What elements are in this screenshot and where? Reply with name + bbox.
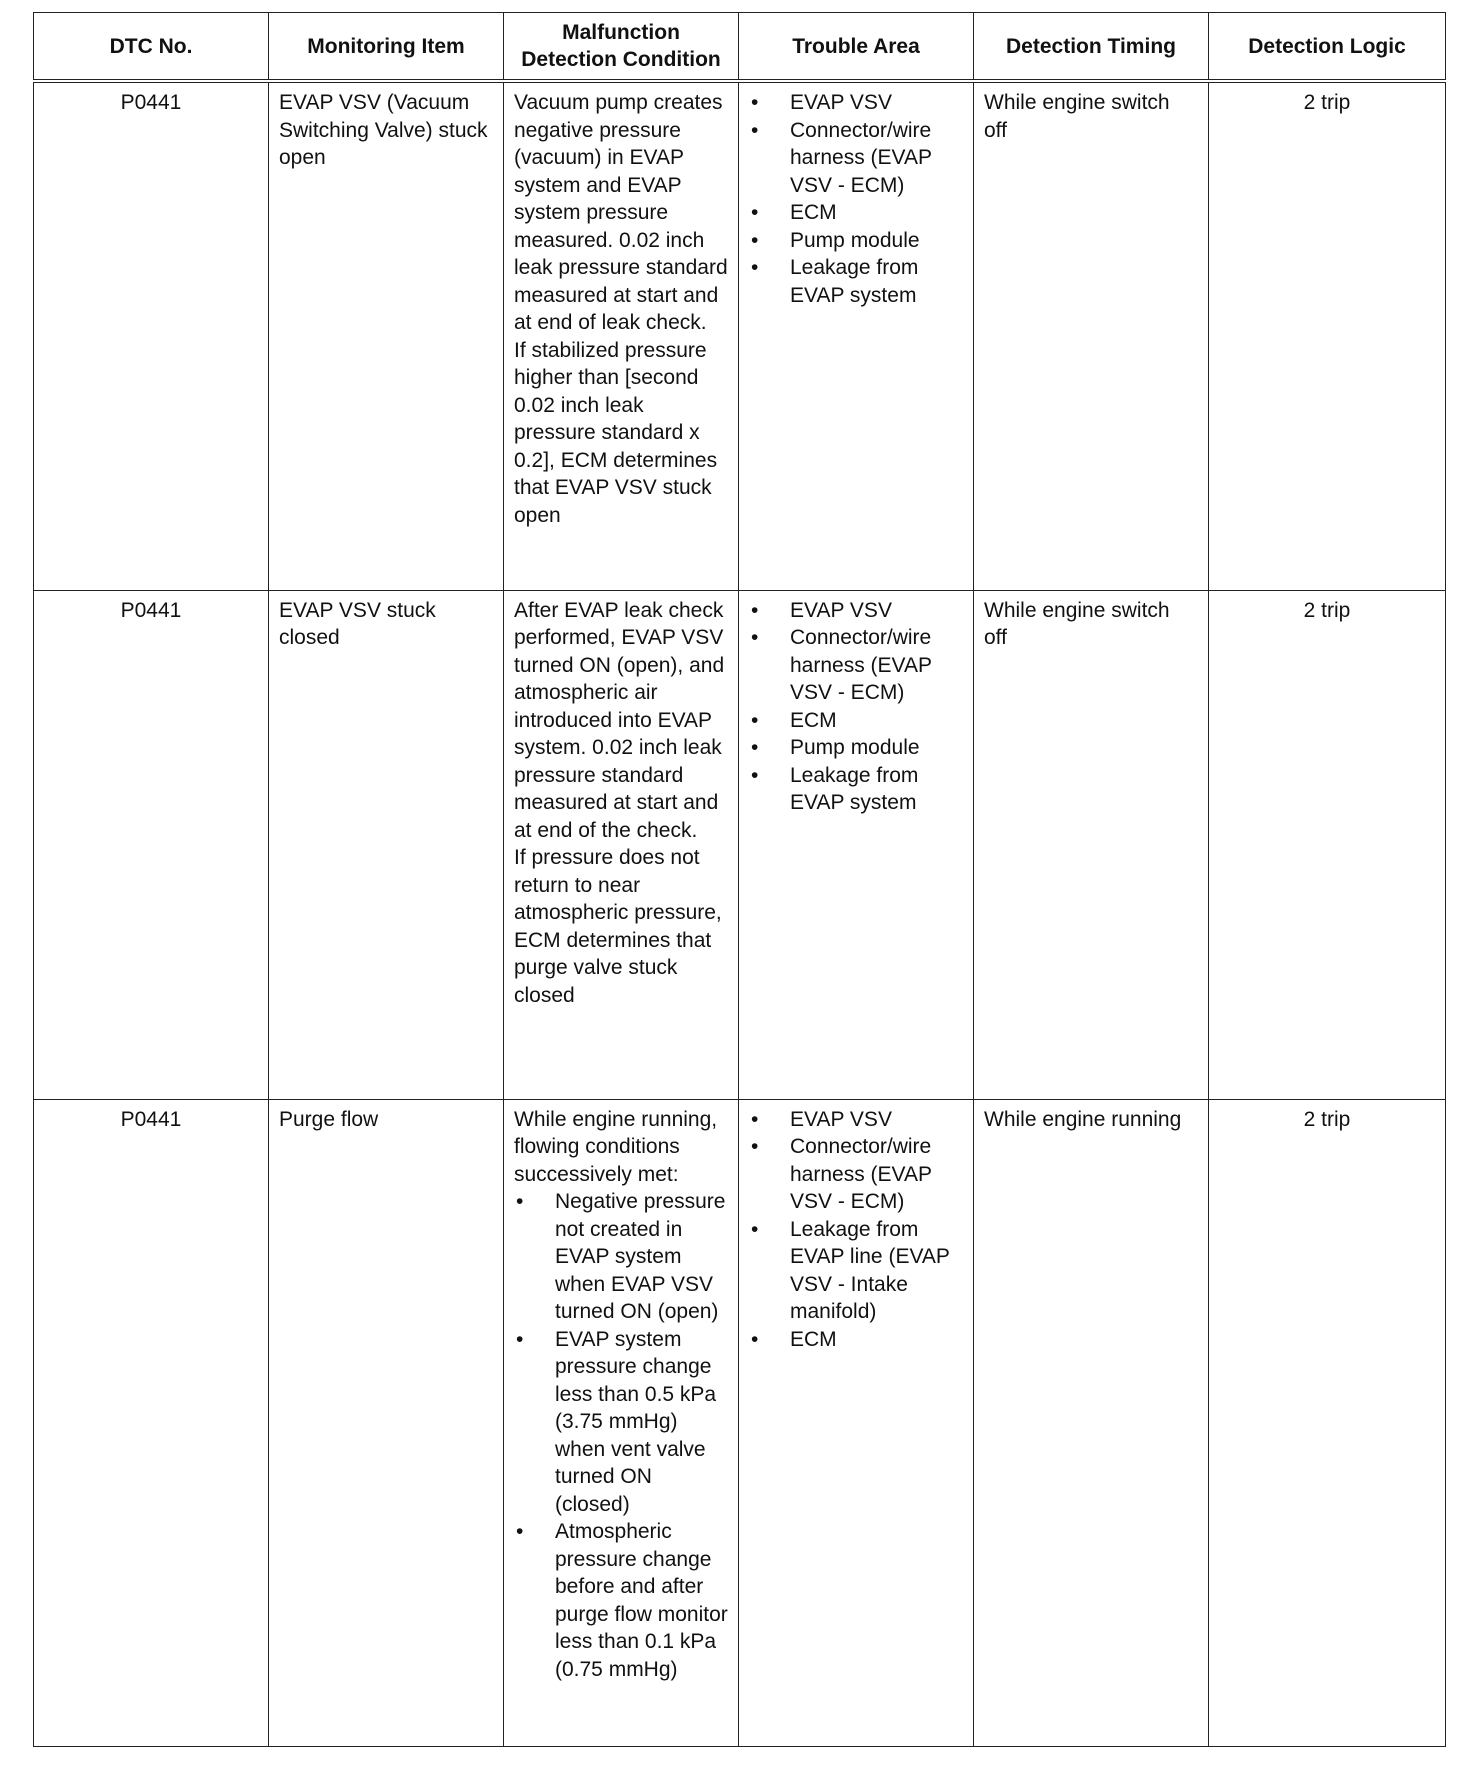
dtc-cell: P0441 (34, 81, 269, 590)
list-item: • ECM (749, 707, 963, 735)
dtc-cell: P0441 (34, 590, 269, 1099)
trouble-area-list (749, 1106, 963, 1354)
table-row (34, 1099, 1446, 1746)
list-item: • Connector/wire harness (EVAP VSV - ECM) (749, 117, 963, 200)
list-item: • Pump module (749, 227, 963, 255)
trouble-area-cell (739, 1099, 974, 1746)
header-monitoring-item: Monitoring Item (269, 13, 504, 82)
detection-logic-cell: 2 trip (1209, 81, 1446, 590)
dtc-cell: P0441 (34, 1099, 269, 1746)
header-detection-logic: Detection Logic (1209, 13, 1446, 82)
list-item: • Leakage from EVAP line (EVAP VSV - Intake manifold) (749, 1216, 963, 1326)
list-item: • EVAP VSV (749, 1106, 963, 1134)
monitoring-item-cell: EVAP VSV stuck closed (269, 590, 504, 1099)
table-row (34, 81, 1446, 590)
condition-cell (504, 81, 739, 590)
trouble-area-list (749, 597, 963, 817)
table-row (34, 590, 1446, 1099)
detection-timing-cell: While engine running (974, 1099, 1209, 1746)
list-item: • Pump module (749, 734, 963, 762)
detection-logic-cell: 2 trip (1209, 1099, 1446, 1746)
header-dtc-no: DTC No. (34, 13, 269, 82)
trouble-area-cell (739, 81, 974, 590)
detection-logic-cell: 2 trip (1209, 590, 1446, 1099)
condition-intro: While engine running, flowing conditions successively met: (514, 1107, 718, 1186)
monitoring-item-cell: Purge flow (269, 1099, 504, 1746)
condition-cell (504, 590, 739, 1099)
list-item: • Leakage from EVAP system (749, 254, 963, 309)
list-item: • Connector/wire harness (EVAP VSV - ECM) (749, 624, 963, 707)
list-item: • EVAP VSV (749, 89, 963, 117)
dtc-table-container (33, 12, 1445, 1747)
header-trouble-area: Trouble Area (739, 13, 974, 82)
header-malfunction-condition (504, 13, 739, 82)
list-item: • Negative pressure not created in EVAP system when EVAP VSV turned ON (open) (514, 1188, 728, 1326)
header-condition-line2: Detection Condition (521, 48, 721, 71)
condition-list (514, 1188, 728, 1683)
condition-paragraph: If pressure does not return to near atmospheric pressure, ECM determines that purge valve stuck closed (514, 846, 722, 1007)
trouble-area-cell (739, 590, 974, 1099)
condition-paragraph: After EVAP leak check performed, EVAP VSV turned ON (open), and atmospheric air introduced into EVAP system. 0.02 inch leak pressure standard measured at start and at end of the check. (514, 598, 725, 842)
list-item: • EVAP system pressure change less than 0.5 kPa (3.75 mmHg) when vent valve turned ON (closed) (514, 1326, 728, 1519)
detection-timing-cell: While engine switch off (974, 81, 1209, 590)
condition-paragraph: Vacuum pump creates negative pressure (vacuum) in EVAP system and EVAP system pressure measured. 0.02 inch leak pressure standard measured at start and at end of leak check. (514, 91, 728, 334)
condition-paragraph: If stabilized pressure higher than [second 0.02 inch leak pressure standard x 0.2], ECM determines that EVAP VSV stuck open (514, 338, 718, 527)
list-item: • EVAP VSV (749, 597, 963, 625)
table-header-row (34, 13, 1446, 82)
dtc-table (33, 12, 1446, 1747)
list-item: • Leakage from EVAP system (749, 762, 963, 817)
header-detection-timing: Detection Timing (974, 13, 1209, 82)
list-item: • Connector/wire harness (EVAP VSV - ECM) (749, 1133, 963, 1216)
list-item: • Atmospheric pressure change before and after purge flow monitor less than 0.1 kPa (0.75 mmHg) (514, 1518, 728, 1683)
header-condition-line1: Malfunction (562, 21, 680, 44)
monitoring-item-cell: EVAP VSV (Vacuum Switching Valve) stuck open (269, 81, 504, 590)
detection-timing-cell: While engine switch off (974, 590, 1209, 1099)
list-item: • ECM (749, 1326, 963, 1354)
list-item: • ECM (749, 199, 963, 227)
condition-cell (504, 1099, 739, 1746)
trouble-area-list (749, 89, 963, 309)
